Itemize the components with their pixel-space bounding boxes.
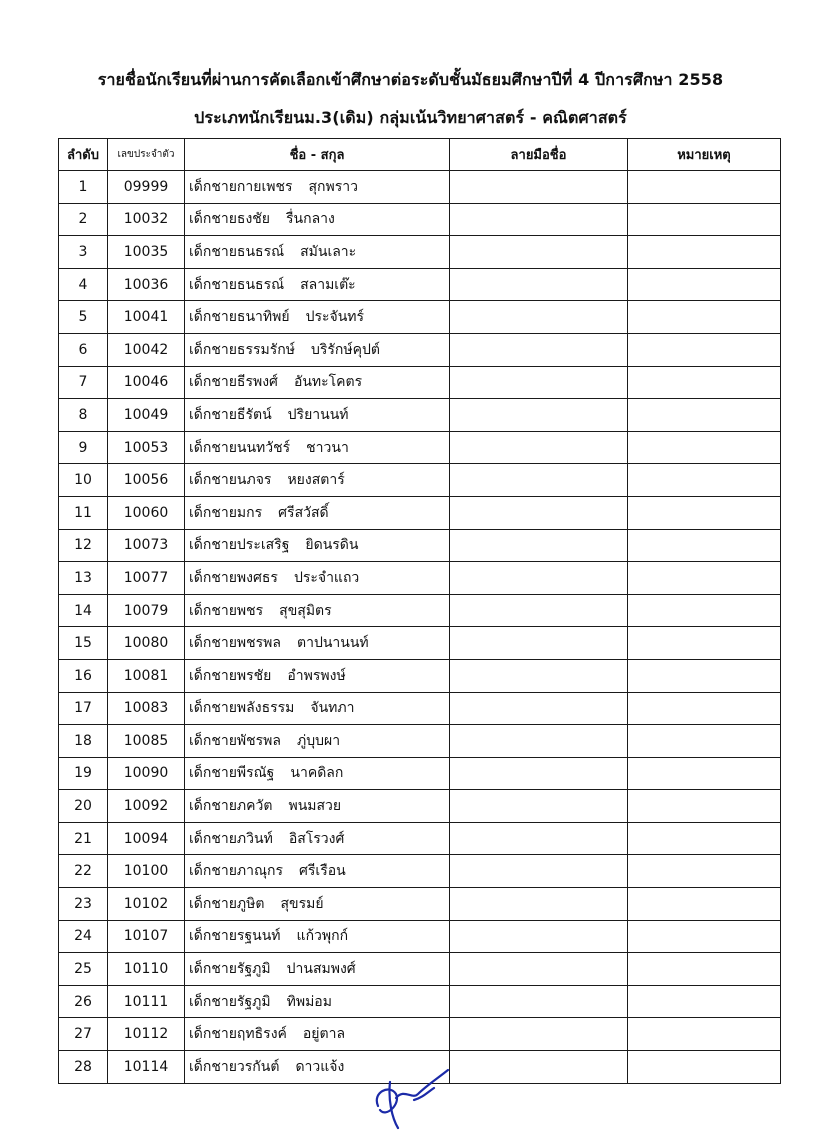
first-name: เด็กชายธรรมรักษ์ — [189, 341, 295, 358]
signature-cell[interactable] — [450, 333, 628, 366]
table-row — [59, 1018, 781, 1051]
signature-cell[interactable] — [450, 1051, 628, 1084]
remark-cell[interactable] — [628, 431, 781, 464]
remark-cell[interactable] — [628, 1018, 781, 1051]
student-name — [185, 529, 450, 562]
row-number: 13 — [59, 562, 108, 595]
last-name: อำพรพงษ์ — [287, 667, 346, 684]
last-name: สุขสุมิตร — [279, 602, 332, 619]
remark-cell[interactable] — [628, 822, 781, 855]
last-name: รื่นกลาง — [286, 211, 335, 228]
last-name: สลามเต๊ะ — [300, 276, 356, 293]
student-name — [185, 725, 450, 758]
student-name — [185, 920, 450, 953]
student-id: 10060 — [108, 496, 185, 529]
signature-cell[interactable] — [450, 855, 628, 888]
table-row — [59, 529, 781, 562]
row-number: 22 — [59, 855, 108, 888]
row-number: 15 — [59, 627, 108, 660]
first-name: เด็กชายธนธรณ์ — [189, 276, 285, 293]
remark-cell[interactable] — [628, 953, 781, 986]
student-name — [185, 888, 450, 921]
remark-cell[interactable] — [628, 529, 781, 562]
remark-cell[interactable] — [628, 627, 781, 660]
remark-cell[interactable] — [628, 692, 781, 725]
last-name: ประจันทร์ — [305, 309, 365, 326]
last-name: ปานสมพงศ์ — [286, 961, 356, 978]
signature-cell[interactable] — [450, 627, 628, 660]
signature-cell[interactable] — [450, 203, 628, 236]
header-name: ชื่อ - สกุล — [185, 139, 450, 171]
first-name: เด็กชายพัชรพล — [189, 732, 281, 749]
table-row — [59, 431, 781, 464]
student-name — [185, 203, 450, 236]
student-name — [185, 333, 450, 366]
table-row — [59, 333, 781, 366]
student-id: 10114 — [108, 1051, 185, 1084]
table-row — [59, 692, 781, 725]
student-name — [185, 268, 450, 301]
row-number: 10 — [59, 464, 108, 497]
student-name — [185, 790, 450, 823]
remark-cell[interactable] — [628, 464, 781, 497]
row-number: 1 — [59, 171, 108, 204]
signature-cell[interactable] — [450, 953, 628, 986]
row-number: 19 — [59, 757, 108, 790]
student-name — [185, 953, 450, 986]
row-number: 12 — [59, 529, 108, 562]
first-name: เด็กชายภควัต — [189, 798, 273, 815]
table-row — [59, 855, 781, 888]
signature-cell[interactable] — [450, 171, 628, 204]
signature-cell[interactable] — [450, 301, 628, 334]
header-student-id: เลขประจำตัว — [108, 139, 185, 171]
student-id: 10056 — [108, 464, 185, 497]
first-name: เด็กชายรัฐภูมิ — [189, 961, 271, 978]
signature-cell[interactable] — [450, 431, 628, 464]
table-row — [59, 268, 781, 301]
row-number: 27 — [59, 1018, 108, 1051]
signature-cell[interactable] — [450, 464, 628, 497]
remark-cell[interactable] — [628, 333, 781, 366]
student-name — [185, 985, 450, 1018]
last-name: ชาวนา — [306, 439, 349, 456]
last-name: จันทภา — [310, 700, 355, 717]
row-number: 28 — [59, 1051, 108, 1084]
first-name: เด็กชายประเสริฐ — [189, 537, 290, 554]
signature-cell[interactable] — [450, 496, 628, 529]
student-name — [185, 366, 450, 399]
first-name: เด็กชายมกร — [189, 504, 263, 521]
remark-cell[interactable] — [628, 985, 781, 1018]
first-name: เด็กชายพงศธร — [189, 569, 278, 586]
row-number: 4 — [59, 268, 108, 301]
student-id: 10102 — [108, 888, 185, 921]
table-row — [59, 203, 781, 236]
last-name: ภู่บุบผา — [296, 732, 341, 749]
student-id: 10092 — [108, 790, 185, 823]
student-id: 10073 — [108, 529, 185, 562]
remark-cell[interactable] — [628, 757, 781, 790]
signature-cell[interactable] — [450, 366, 628, 399]
student-id: 10079 — [108, 594, 185, 627]
student-id: 10080 — [108, 627, 185, 660]
last-name: พนมสวย — [288, 798, 342, 815]
student-id: 10077 — [108, 562, 185, 595]
first-name: เด็กชายภูษิต — [189, 895, 265, 912]
row-number: 20 — [59, 790, 108, 823]
student-id: 10046 — [108, 366, 185, 399]
row-number: 7 — [59, 366, 108, 399]
remark-cell[interactable] — [628, 659, 781, 692]
last-name: สุขรมย์ — [280, 895, 324, 912]
table-row — [59, 790, 781, 823]
first-name: เด็กชายรฐนนท์ — [189, 928, 281, 945]
first-name: เด็กชายธนาทิพย์ — [189, 309, 290, 326]
table-body — [59, 171, 781, 1084]
last-name: ประจำแถว — [293, 569, 360, 586]
remark-cell[interactable] — [628, 725, 781, 758]
student-id: 10035 — [108, 236, 185, 269]
last-name: ปริยานนท์ — [287, 406, 349, 423]
first-name: เด็กชายพรชัย — [189, 667, 272, 684]
last-name: ยิดนรดิน — [305, 537, 359, 554]
remark-cell[interactable] — [628, 1051, 781, 1084]
table-row — [59, 659, 781, 692]
student-name — [185, 659, 450, 692]
last-name: ตาปนานนท์ — [296, 635, 369, 652]
student-id: 10049 — [108, 399, 185, 432]
signature-cell[interactable] — [450, 692, 628, 725]
student-name — [185, 757, 450, 790]
signature-cell[interactable] — [450, 1018, 628, 1051]
student-id: 10110 — [108, 953, 185, 986]
last-name: แก้วพุกก์ — [296, 928, 349, 945]
student-id: 10111 — [108, 985, 185, 1018]
student-name — [185, 301, 450, 334]
table-row — [59, 236, 781, 269]
signature-cell[interactable] — [450, 659, 628, 692]
student-name — [185, 496, 450, 529]
remark-cell[interactable] — [628, 171, 781, 204]
signature-cell[interactable] — [450, 725, 628, 758]
table-row — [59, 725, 781, 758]
signature-cell[interactable] — [450, 594, 628, 627]
remark-cell[interactable] — [628, 888, 781, 921]
last-name: ศรีสวัสดิ์ — [278, 504, 329, 521]
last-name: ดาวแจ้ง — [295, 1058, 345, 1075]
first-name: เด็กชายธนธรณ์ — [189, 243, 285, 260]
student-id: 10042 — [108, 333, 185, 366]
signature-cell[interactable] — [450, 920, 628, 953]
row-number: 18 — [59, 725, 108, 758]
row-number: 9 — [59, 431, 108, 464]
row-number: 16 — [59, 659, 108, 692]
first-name: เด็กชายธีรัตน์ — [189, 406, 272, 423]
student-name — [185, 594, 450, 627]
student-id: 10053 — [108, 431, 185, 464]
student-name — [185, 236, 450, 269]
row-number: 21 — [59, 822, 108, 855]
remark-cell[interactable] — [628, 920, 781, 953]
signature-cell[interactable] — [450, 888, 628, 921]
student-id: 10107 — [108, 920, 185, 953]
first-name: เด็กชายวรกันต์ — [189, 1058, 280, 1075]
remark-cell[interactable] — [628, 366, 781, 399]
remark-cell[interactable] — [628, 790, 781, 823]
student-id: 10085 — [108, 725, 185, 758]
student-id: 10032 — [108, 203, 185, 236]
first-name: เด็กชายรัฐภูมิ — [189, 993, 271, 1010]
first-name: เด็กชายกายเพชร — [189, 178, 293, 195]
first-name: เด็กชายพชรพล — [189, 635, 281, 652]
row-number: 8 — [59, 399, 108, 432]
student-name — [185, 627, 450, 660]
student-list-table — [58, 138, 781, 1084]
row-number: 23 — [59, 888, 108, 921]
header-no: ลำดับ — [59, 139, 108, 171]
student-id: 10083 — [108, 692, 185, 725]
table-row — [59, 301, 781, 334]
last-name: อันทะโคตร — [293, 374, 363, 391]
signature-cell[interactable] — [450, 268, 628, 301]
first-name: เด็กชายภวินท์ — [189, 830, 273, 847]
remark-cell[interactable] — [628, 236, 781, 269]
student-name — [185, 399, 450, 432]
student-name — [185, 431, 450, 464]
row-number: 3 — [59, 236, 108, 269]
table-row — [59, 985, 781, 1018]
table-row — [59, 888, 781, 921]
last-name: นาคดิลก — [290, 765, 344, 782]
first-name: เด็กชายธีรพงศ์ — [189, 374, 278, 391]
student-name — [185, 855, 450, 888]
remark-cell[interactable] — [628, 594, 781, 627]
student-id: 10081 — [108, 659, 185, 692]
table-header-row — [59, 139, 781, 171]
table-row — [59, 822, 781, 855]
student-name — [185, 464, 450, 497]
row-number: 26 — [59, 985, 108, 1018]
signature-cell[interactable] — [450, 822, 628, 855]
table-row — [59, 171, 781, 204]
first-name: เด็กชายภาณุกร — [189, 863, 283, 880]
last-name: ศรีเรือน — [299, 863, 346, 880]
table-row — [59, 562, 781, 595]
student-id: 09999 — [108, 171, 185, 204]
first-name: เด็กชายพชร — [189, 602, 264, 619]
remark-cell[interactable] — [628, 301, 781, 334]
row-number: 17 — [59, 692, 108, 725]
student-id: 10094 — [108, 822, 185, 855]
document-title: รายชื่อนักเรียนที่ผ่านการคัดเลือกเข้าศึกษาต่อระดับชั้นมัธยมศึกษาปีที่ 4 ปีการศึกษา 2558 — [97, 70, 724, 89]
document-subtitle: ประเภทนักเรียนม.3(เดิม) กลุ่มเน้นวิทยาศาสตร์ - คณิตศาสตร์ — [194, 108, 627, 127]
student-name — [185, 822, 450, 855]
table-row — [59, 627, 781, 660]
remark-cell[interactable] — [628, 562, 781, 595]
handwritten-signature — [368, 1048, 452, 1130]
remark-cell[interactable] — [628, 268, 781, 301]
signature-cell[interactable] — [450, 757, 628, 790]
student-id: 10090 — [108, 757, 185, 790]
table-row — [59, 496, 781, 529]
row-number: 2 — [59, 203, 108, 236]
first-name: เด็กชายพีรณัฐ — [189, 765, 275, 782]
row-number: 25 — [59, 953, 108, 986]
table-row — [59, 399, 781, 432]
signature-cell[interactable] — [450, 529, 628, 562]
remark-cell[interactable] — [628, 855, 781, 888]
row-number: 6 — [59, 333, 108, 366]
header-remark: หมายเหตุ — [628, 139, 781, 171]
signature-cell[interactable] — [450, 399, 628, 432]
student-id: 10112 — [108, 1018, 185, 1051]
signature-cell[interactable] — [450, 985, 628, 1018]
last-name: ทิพม่อม — [286, 993, 332, 1010]
last-name: บริรักษ์คุปต์ — [310, 341, 380, 358]
table-row — [59, 594, 781, 627]
remark-cell[interactable] — [628, 203, 781, 236]
remark-cell[interactable] — [628, 399, 781, 432]
student-name — [185, 562, 450, 595]
student-name — [185, 1018, 450, 1051]
row-number: 14 — [59, 594, 108, 627]
student-id: 10036 — [108, 268, 185, 301]
table-row — [59, 464, 781, 497]
last-name: สุกพราว — [308, 178, 358, 195]
last-name: สมันเลาะ — [300, 243, 357, 260]
signature-cell[interactable] — [450, 562, 628, 595]
last-name: หยงสตาร์ — [287, 472, 345, 489]
row-number: 24 — [59, 920, 108, 953]
student-id: 10100 — [108, 855, 185, 888]
first-name: เด็กชายพลังธรรม — [189, 700, 295, 717]
last-name: อยู่ตาล — [302, 1026, 346, 1043]
table-row — [59, 366, 781, 399]
student-name — [185, 692, 450, 725]
last-name: อิสโรวงศ์ — [288, 830, 345, 847]
signature-cell[interactable] — [450, 236, 628, 269]
row-number: 11 — [59, 496, 108, 529]
student-id: 10041 — [108, 301, 185, 334]
first-name: เด็กชายนภจร — [189, 472, 272, 489]
table-row — [59, 757, 781, 790]
first-name: เด็กชายธงชัย — [189, 211, 271, 228]
row-number: 5 — [59, 301, 108, 334]
student-name — [185, 171, 450, 204]
remark-cell[interactable] — [628, 496, 781, 529]
table-row — [59, 920, 781, 953]
first-name: เด็กชายฤทธิรงค์ — [189, 1026, 287, 1043]
first-name: เด็กชายนนทวัชร์ — [189, 439, 291, 456]
signature-cell[interactable] — [450, 790, 628, 823]
table-row — [59, 953, 781, 986]
header-signature: ลายมือชื่อ — [450, 139, 628, 171]
